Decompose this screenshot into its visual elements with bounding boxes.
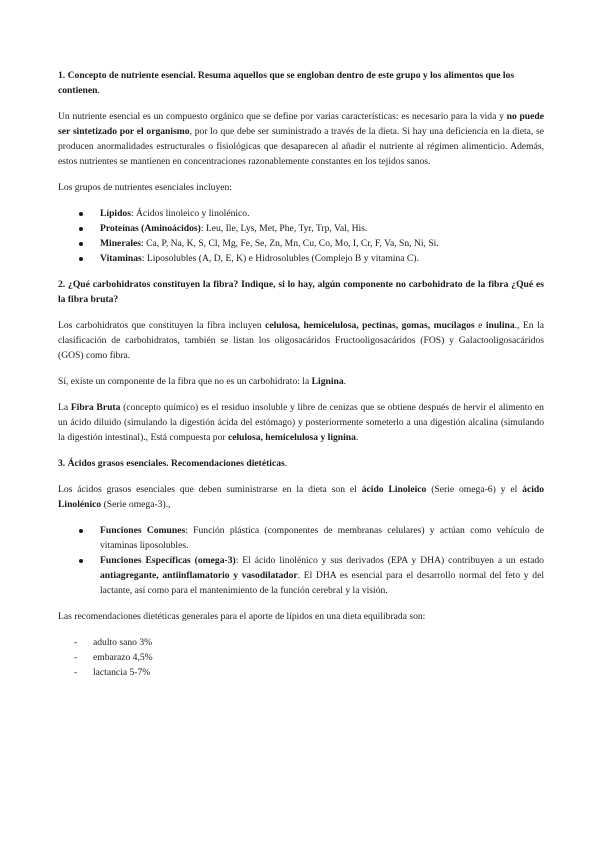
list-item xyxy=(58,221,544,236)
s3-p1-bold-linolenico: ácido Linolénico xyxy=(58,484,545,510)
list-item-text: : Función plástica (componentes de membranas celulares) y actúan como vehículo de vitaminas liposolubles. xyxy=(100,525,545,551)
list-item-text: lactancia 5-7% xyxy=(93,667,151,678)
list-item xyxy=(58,251,544,266)
section-3-heading-text: 3. Ácidos grasos esenciales. Recomendaciones dietéticas xyxy=(58,458,285,469)
section-1-heading-line1: 1. Concepto de nutriente esencial. Resuma aquellos que se engloban dentro de este grupo y los alimentos que los xyxy=(58,70,515,81)
s2-p1-text-e: ., En la clasificación de carbohidratos, también se listan los oligosacáridos Fructooligosacáridos (FOS) y Galactooligosacáridos (GOS) como fibra. xyxy=(58,320,544,361)
list-item-bold: antiagregante, antiinflamatorio y vasodilatador xyxy=(100,570,298,581)
s1-p1-text-a: Un nutriente esencial es un compuesto orgánico que se define por varias características: es necesario para la vida y xyxy=(58,111,507,122)
list-item xyxy=(58,206,544,221)
section-2-heading: 2. ¿Qué carbohidratos constituyen la fibra? Indique, si lo hay, algún componente no carbohidrato de la fibra ¿Qué es la fibra bruta? xyxy=(58,279,544,305)
bullet-icon xyxy=(79,257,83,261)
section-1-heading-line2: contienen xyxy=(58,85,98,96)
s2-p3-bold-components: celulosa, hemicelulosa y lignina xyxy=(228,432,356,443)
s3-p1-text-c: (Serie omega-6) y el xyxy=(426,484,523,495)
list-item-text: : Liposolubles (A, D, E, K) e Hidrosolubles (Complejo B y vitamina C). xyxy=(141,253,419,264)
s1-p1-text-c: , por lo que debe ser suministrado a través de la dieta. Si hay una deficiencia en la dieta, se producen anormalidades estructurales o fisiológicas que desaparecen al añadir el nutriente al régimen alimenticio. Además, estos nutrientes se mantienen en concentraciones razonablemente constantes en los tejidos sanos. xyxy=(58,126,545,167)
list-item-label: Minerales xyxy=(100,238,142,249)
s2-p2-bold: Lignina xyxy=(311,376,344,387)
section-1-paragraph-1 xyxy=(58,109,544,169)
s2-p3-bold-term: Fibra Bruta xyxy=(70,402,121,413)
section-3-paragraph-1 xyxy=(58,482,544,512)
section-3-heading-end: . xyxy=(284,458,288,469)
section-3-heading xyxy=(58,456,544,471)
list-item-text: : Ca, P, Na, K, S, Cl, Mg, Fe, Se, Zn, Mn, Cu, Co, Mo, I, Cr, F, Va, Sn, Ni, Si. xyxy=(141,238,439,249)
bullet-icon xyxy=(79,529,83,533)
list-item xyxy=(58,665,544,680)
list-item xyxy=(58,635,544,650)
list-item-label: Proteínas (Aminoácidos) xyxy=(100,223,201,234)
list-item-text: : Ácidos linoleico y linolénico. xyxy=(130,208,250,219)
list-item-text-a: : El ácido linolénico y sus derivados (EPA y DHA) contribuyen a un estado xyxy=(235,555,544,566)
list-item xyxy=(58,523,544,553)
s1-p1-bold: no puede ser sintetizado por el organismo xyxy=(58,111,544,137)
document-body xyxy=(58,68,544,680)
bullet-icon xyxy=(79,242,83,246)
section-2-paragraph-3 xyxy=(58,400,544,445)
s2-p1-bold-inulina: inulina xyxy=(485,320,515,331)
section-2-paragraph-2 xyxy=(58,374,544,389)
section-1-paragraph-2: Los grupos de nutrientes esenciales incluyen: xyxy=(58,182,232,193)
s2-p1-text-c: e xyxy=(474,320,486,331)
list-item-label: Lípidos xyxy=(100,208,131,219)
dash-icon: - xyxy=(74,637,78,648)
s2-p3-text-e: . xyxy=(355,432,359,443)
recommendations-list xyxy=(58,635,544,680)
list-item-label: Funciones Específicas (omega-3) xyxy=(100,555,236,566)
nutrient-groups-list xyxy=(58,206,544,266)
bullet-icon xyxy=(79,227,83,231)
s3-p1-text-a: Los ácidos grasos esenciales que deben suministrarse en la dieta son el xyxy=(58,484,362,495)
functions-list xyxy=(58,523,544,598)
section-3-paragraph-2: Las recomendaciones dietéticas generales para el aporte de lípidos en una dieta equilibrada son: xyxy=(58,611,426,622)
dash-icon: - xyxy=(74,667,78,678)
bullet-icon xyxy=(79,559,83,563)
list-item xyxy=(58,553,544,598)
s2-p3-text-a: La xyxy=(58,402,71,413)
list-item-text: : Leu, Ile, Lys, Met, Phe, Tyr, Trp, Val, His. xyxy=(200,223,368,234)
list-item-text-b: . El DHA es esencial para el desarrollo normal del feto y del lactante, así como para el mantenimiento de la función cerebral y la visión. xyxy=(100,570,545,596)
list-item xyxy=(58,650,544,665)
s2-p2-text-a: Sí, existe un componente de la fibra que no es un carbohidrato: la xyxy=(58,376,312,387)
list-item-text: adulto sano 3% xyxy=(93,637,153,648)
s2-p2-text-c: . xyxy=(343,376,347,387)
list-item-label: Vitaminas xyxy=(100,253,142,264)
s2-p1-text-a: Los carbohidratos que constituyen la fibra incluyen xyxy=(58,320,266,331)
section-2-paragraph-1 xyxy=(58,318,544,363)
s3-p1-bold-linoleico: ácido Linoleico xyxy=(361,484,427,495)
list-item-label: Funciones Comunes xyxy=(100,525,186,536)
list-item xyxy=(58,236,544,251)
section-1-heading xyxy=(58,68,544,98)
section-1-heading-end: . xyxy=(97,85,100,96)
s2-p1-bold-fibers: celulosa, hemicelulosa, pectinas, gomas, mucílagos xyxy=(265,320,475,331)
bullet-icon xyxy=(79,212,83,216)
dash-icon: - xyxy=(74,652,78,663)
list-item-text: embarazo 4,5% xyxy=(93,652,153,663)
s2-p3-text-c: (concepto químico) es el residuo insoluble y libre de cenizas que se obtiene después de hervir el alimento en un ácido diluido (simulando la digestión ácida del estómago) y posteriormente someterlo a una digestión alcalina (simulando la digestión intestinal)., Está compuesta por xyxy=(58,402,544,443)
s3-p1-text-e: (Serie omega-3)., xyxy=(101,499,171,510)
